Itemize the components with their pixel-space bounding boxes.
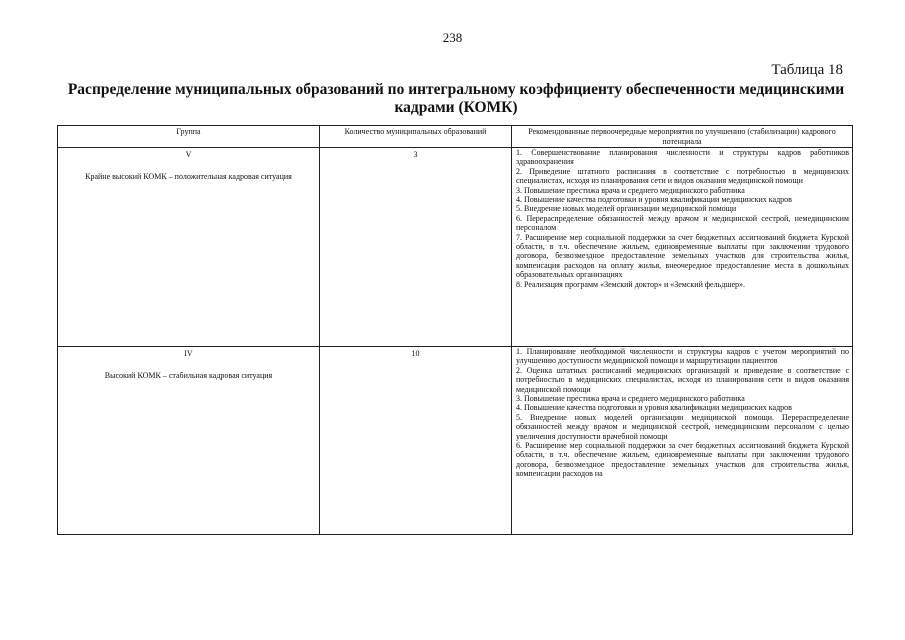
measure-item: 3. Повышение престижа врача и среднего медицинского работника — [516, 185, 745, 195]
count-cell — [320, 347, 512, 535]
group-cell — [58, 148, 320, 347]
count-cell — [320, 148, 512, 347]
table-row — [58, 148, 853, 347]
measure-item: 5. Внедрение новых моделей организации медицинской помощи — [516, 204, 737, 214]
group-description: Высокий КОМК – стабильная кадровая ситуация — [104, 371, 273, 380]
header-group: Группа — [58, 126, 320, 148]
measure-item: 7. Расширение мер социальной поддержки за счет бюджетных ассигнований бюджета Курской области, в т.ч. обеспечение жильем, единовременные выплаты при заключении трудового договора, безвозмездное предоставление земельных участков для строительства жилья, компенсация расходов на оплату жилья, внеочередное предоставление места в дошкольных образовательных организациях — [516, 232, 849, 280]
measure-item: 6. Перераспределение обязанностей между врачом и медицинской сестрой, немедицинским персоналом — [516, 213, 849, 233]
measure-item: 2. Приведение штатного расписания в соответствие с потребностью в медицинских специалистах, исходя из планирования сети и видов оказания медицинской помощи — [516, 166, 849, 186]
measure-item: 5. Внедрение новых моделей организации медицинской помощи. Перераспределение обязанностей между врачом и медицинской сестрой, немедицинским персоналом с целью увеличения доступности врачебной помощи — [516, 412, 849, 441]
measure-item: 6. Расширение мер социальной поддержки за счет бюджетных ассигнований бюджета Курской области, в т.ч. обеспечение жильем, единовременные выплаты при заключении трудового договора, безвозмездное предоставление земельных участков для строительства жилья, компенсации расходов на — [516, 441, 849, 479]
group-description: Крайне высокий КОМК – положительная кадровая ситуация — [85, 172, 292, 181]
table-row — [58, 347, 853, 535]
measures-list — [512, 148, 852, 289]
group-cell — [58, 347, 320, 535]
header-count: Количество муниципальных образований — [320, 126, 512, 148]
measure-item: 8. Реализация программ «Земский доктор» и «Земский фельдшер». — [516, 279, 745, 289]
table-title: Распределение муниципальных образований по интегральному коэффициенту обеспеченности медицинскими кадрами (КОМК) — [67, 81, 845, 116]
table-header-row — [58, 126, 853, 148]
group-roman: IV — [184, 349, 193, 358]
municipality-count: 10 — [411, 349, 420, 358]
group-roman: V — [185, 150, 192, 159]
header-measures: Рекомендованные первоочередные мероприятия по улучшению (стабилизации) кадрового потенциала — [512, 126, 853, 148]
measure-item: 1. Планирование необходимой численности и структуры кадров с учетом мероприятий по улучшению доступности медицинской помощи и маршрутизации пациентов — [516, 347, 849, 366]
measure-item: 3. Повышение престижа врача и среднего медицинского работника — [516, 394, 745, 404]
measure-item: 4. Повышение качества подготовки и уровня квалификации медицинских кадров — [516, 195, 792, 205]
measure-item: 4. Повышение качества подготовки и уровня квалификации медицинских кадров — [516, 403, 792, 413]
measures-cell — [512, 347, 853, 535]
komk-table — [57, 125, 853, 535]
table-label: Таблица 18 — [771, 62, 843, 78]
municipality-count: 3 — [413, 150, 418, 159]
measure-item: 1. Совершенствование планирования численности и структуры кадров работников здравоохранения — [516, 148, 849, 167]
measure-item: 2. Оценка штатных расписаний медицинских организаций и приведение в соответствие с потребностью в медицинских специалистах, исходя из планирования сети и видов оказания медицинской помощи — [516, 365, 849, 394]
measures-list — [512, 347, 852, 534]
page-number: 238 — [442, 30, 463, 45]
measures-cell — [512, 148, 853, 347]
